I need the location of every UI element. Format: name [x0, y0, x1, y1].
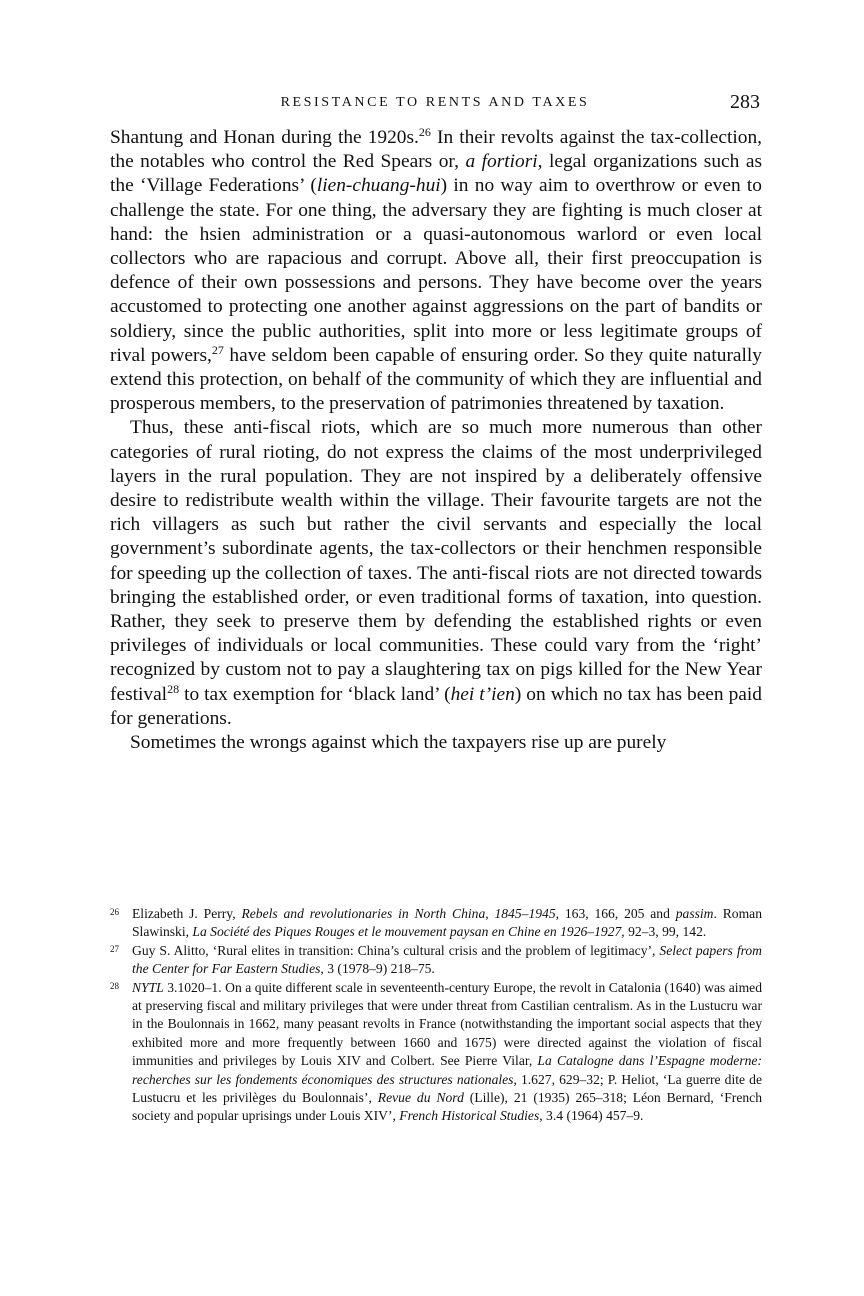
italic-text: Revue du Nord [377, 1090, 464, 1106]
text-run: Elizabeth J. Perry, [132, 906, 242, 921]
footnote-text [132, 943, 762, 976]
text-run: . Roman Slawinski, [132, 906, 762, 940]
footnote-reference: 27 [211, 342, 224, 357]
italic-text: a fortiori [465, 151, 538, 173]
text-run: , 163, 166, 205 and [555, 906, 676, 921]
footnote [110, 905, 762, 942]
running-head [110, 92, 760, 114]
text-run: ) in no way aim to overthrow or even to challenge the state. For one thing, the adversary they are fighting is much closer at hand: the hsien administration or a quasi-autonomous warlord or even local collectors who are rapacious and corrupt. Above all, their first preoccupation is defence of their own possessions and persons. They have become over the years accustomed to protecting one another against aggressions on the part of bandits or soldiery, since the public authorities, split into more or less legitimate groups of rival powers, [110, 175, 763, 366]
footnote-number: 27 [110, 943, 119, 954]
text-run: Sometimes the wrongs against which the taxpayers rise up are purely [130, 732, 667, 754]
footnote-number: 26 [110, 907, 119, 917]
italic-text: French Historical Studies [399, 1108, 540, 1124]
italic-text: lien-chuang-hui [316, 175, 441, 197]
italic-text: La Société des Piques Rouges et le mouvement paysan en Chine en 1926–1927 [192, 924, 622, 940]
text-run: 3.1020–1. On a quite different scale in seventeenth-century Europe, the revolt in Catalonia (1640) was aimed at preserving fiscal and military privileges that were under threat from Castilian centralism. As in the Lustucru war in the Boulonnais in 1662, many peasant revolts in France (notwithstanding the important social aspects that they exhibited more and more frequently between 1660 and 1675) were directed against the violation of fiscal immunities and privileges by Louis XIV and Colbert. See Pierre Vilar, [132, 979, 762, 1069]
footnote-text [132, 980, 762, 1124]
footnote [110, 942, 762, 979]
paragraph [110, 731, 762, 755]
footnotes [110, 905, 762, 1126]
italic-text: Rebels and revolutionaries in North China, 1845–1945 [241, 906, 556, 921]
italic-text: La Catalogne dans l’Espagne moderne: recherches sur les fondements économiques des structures nationales [132, 1053, 762, 1087]
text-run: In their revolts against the tax-collection, the notables who control the Red Spears or, [110, 127, 762, 173]
text-run: Thus, these anti-fiscal riots, which are so much more numerous than other categories of rural rioting, do not express the claims of the most underprivileged layers in the rural population. They are not inspired by a deliberately offensive desire to redistribute wealth within the village. Their favourite targets are not the rich villagers as such but rather the civil servants and especially the local government’s subordinate agents, the tax-collectors or their henchmen responsible for speeding up the collection of taxes. The anti-fiscal riots are not directed towards bringing the established order, or even traditional forms of taxation, into question. Rather, they seek to preserve them by defending the established rights or even privileges of individuals or local communities. These could vary from the ‘right’ recognized by custom not to pay a slaughtering tax on pigs killed for the New Year festival [110, 417, 762, 705]
text-run: Shantung and Honan during the 1920s. [110, 127, 419, 148]
text-run: Guy S. Alitto, ‘Rural elites in transition: China’s cultural crisis and the problem of legitimacy’, [132, 942, 660, 958]
footnote-text [132, 906, 762, 939]
text-run: , 3 (1978–9) 218–75. [320, 961, 435, 977]
italic-text: hei t’ien [450, 683, 515, 705]
body-text [110, 126, 762, 755]
footnote [110, 979, 762, 1126]
italic-text: passim [675, 906, 714, 921]
page-number: 283 [730, 91, 760, 113]
italic-text: Select papers from the Center for Far Eastern Studies [132, 942, 762, 977]
footnote-reference: 28 [167, 681, 180, 696]
text-run: ) on which no tax has been paid for generations. [110, 683, 762, 729]
text-run: , 3.4 (1964) 457–9. [539, 1108, 644, 1124]
text-run: , 92–3, 99, 142. [621, 924, 707, 940]
paragraph [110, 416, 762, 731]
text-run: have seldom been capable of ensuring order. So they quite naturally extend this protection, on behalf of the community of which they are influential and prosperous members, to the preservation of patrimonies threatened by taxation. [110, 344, 762, 415]
running-head-title: RESISTANCE TO RENTS AND TAXES [280, 95, 590, 110]
text-run: , legal organizations such as the ‘Village Federations’ ( [110, 151, 762, 197]
footnote-number: 28 [110, 980, 119, 991]
paragraph [110, 126, 762, 416]
footnote-reference: 26 [418, 125, 431, 139]
text-run: , 1.627, 629–32; P. Heliot, ‘La guerre dite de Lustucru et les privilèges du Boulonnais’, [132, 1071, 763, 1106]
italic-text: NYTL [132, 979, 164, 995]
text-run: (Lille), 21 (1935) 265–318; Léon Bernard, ‘French society and popular uprisings under Louis XIV’, [132, 1090, 762, 1124]
text-run: to tax exemption for ‘black land’ ( [179, 683, 451, 705]
